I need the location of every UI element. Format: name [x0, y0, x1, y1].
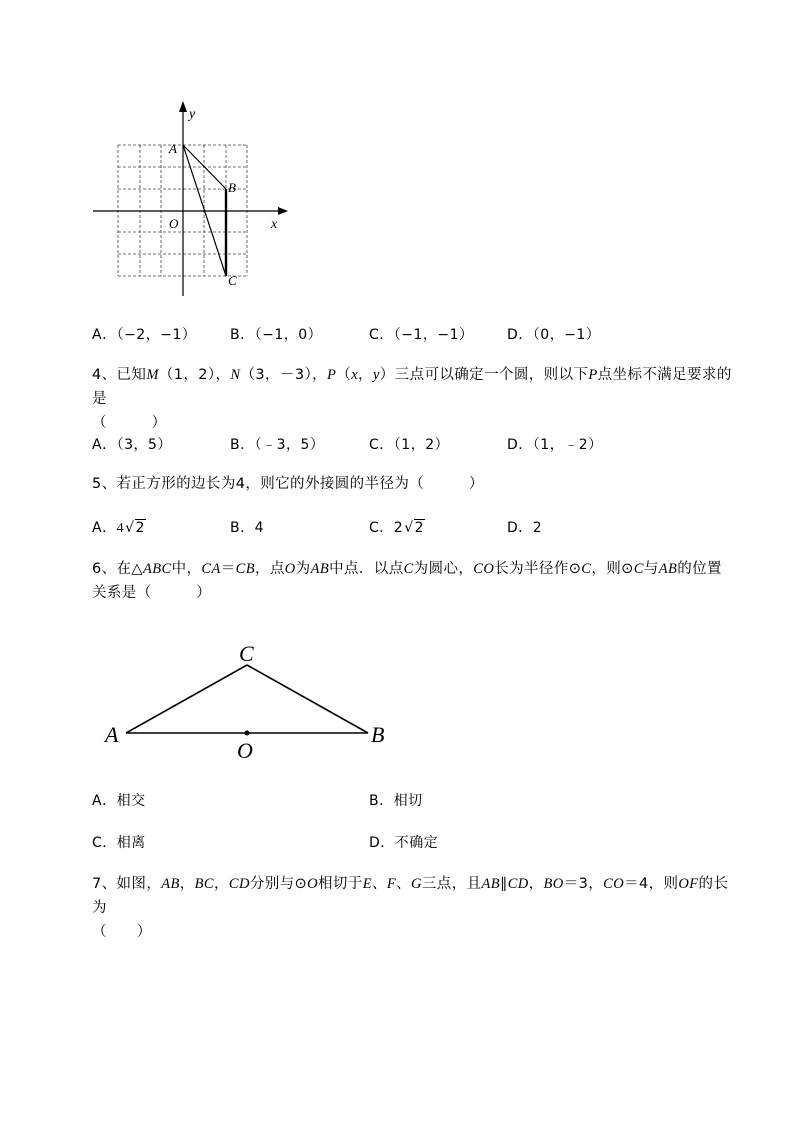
q6-option-b[interactable]: B．相切	[369, 793, 423, 809]
question-6-stem: 6、在△ABC中，CA＝CB，点O为AB中点．以点C为圆心，CO长为半径作⊙C，则⊙C与AB的位置 关系是（ ）	[92, 561, 722, 601]
triangle-figure	[100, 636, 400, 766]
q5-option-b[interactable]: B．4	[230, 520, 265, 536]
point-c-label: C	[228, 273, 237, 288]
point-b-label: B	[228, 180, 236, 195]
q3-option-d[interactable]: D．（0，−1）	[507, 327, 601, 343]
vertex-b-label: B	[371, 722, 385, 747]
q5-option-c[interactable]: C．2√2	[369, 520, 425, 536]
sqrt-symbol: √	[404, 520, 414, 536]
point-o-label: O	[237, 738, 253, 763]
question-7-stem: 7、如图，AB，BC，CD分别与⊙O相切于E、F、G三点，且AB∥CD，BO＝3，CO＝4，则OF的长为 （ ）	[92, 876, 729, 940]
origin-label: O	[169, 216, 179, 231]
segment-bc	[247, 665, 368, 733]
q4-option-b[interactable]: B．（﹣3，5）	[230, 437, 325, 453]
sqrt-symbol: √	[125, 520, 135, 536]
coordinate-grid-figure	[88, 98, 298, 300]
x-axis-arrow	[278, 207, 288, 215]
vertex-c-label: C	[239, 641, 254, 666]
y-axis-label: y	[189, 107, 196, 122]
segment-ac	[126, 665, 247, 733]
q4-option-d[interactable]: D．（1，﹣2）	[507, 437, 603, 453]
question-5-stem: 5、若正方形的边长为4，则它的外接圆的半径为（ ）	[92, 476, 484, 492]
y-axis-arrow	[179, 101, 187, 112]
q6-option-a[interactable]: A．相交	[92, 793, 146, 809]
q4-option-a[interactable]: A．（3，5）	[92, 437, 172, 453]
axes	[93, 106, 282, 296]
q3-option-a[interactable]: A．（−2，−1）	[92, 327, 197, 343]
vertex-a-label: A	[105, 722, 119, 747]
q5-option-a[interactable]: A．4√2	[92, 520, 145, 536]
q5-option-d[interactable]: D．2	[507, 520, 543, 536]
q3-option-c[interactable]: C．（−1，−1）	[369, 327, 474, 343]
question-4-stem: 4、已知M（1，2），N（3，－3），P（x，y）三点可以确定一个圆，则以下P点坐标不满足要求的是 （ ）	[92, 367, 732, 431]
q6-option-d[interactable]: D．不确定	[369, 835, 439, 851]
point-a-label: A	[169, 141, 177, 156]
x-axis-label: x	[271, 217, 278, 232]
q3-option-b[interactable]: B．（−1，0）	[230, 327, 323, 343]
q6-option-c[interactable]: C．相离	[92, 835, 146, 851]
point-o-dot	[245, 731, 250, 736]
q4-option-c[interactable]: C．（1，2）	[369, 437, 450, 453]
